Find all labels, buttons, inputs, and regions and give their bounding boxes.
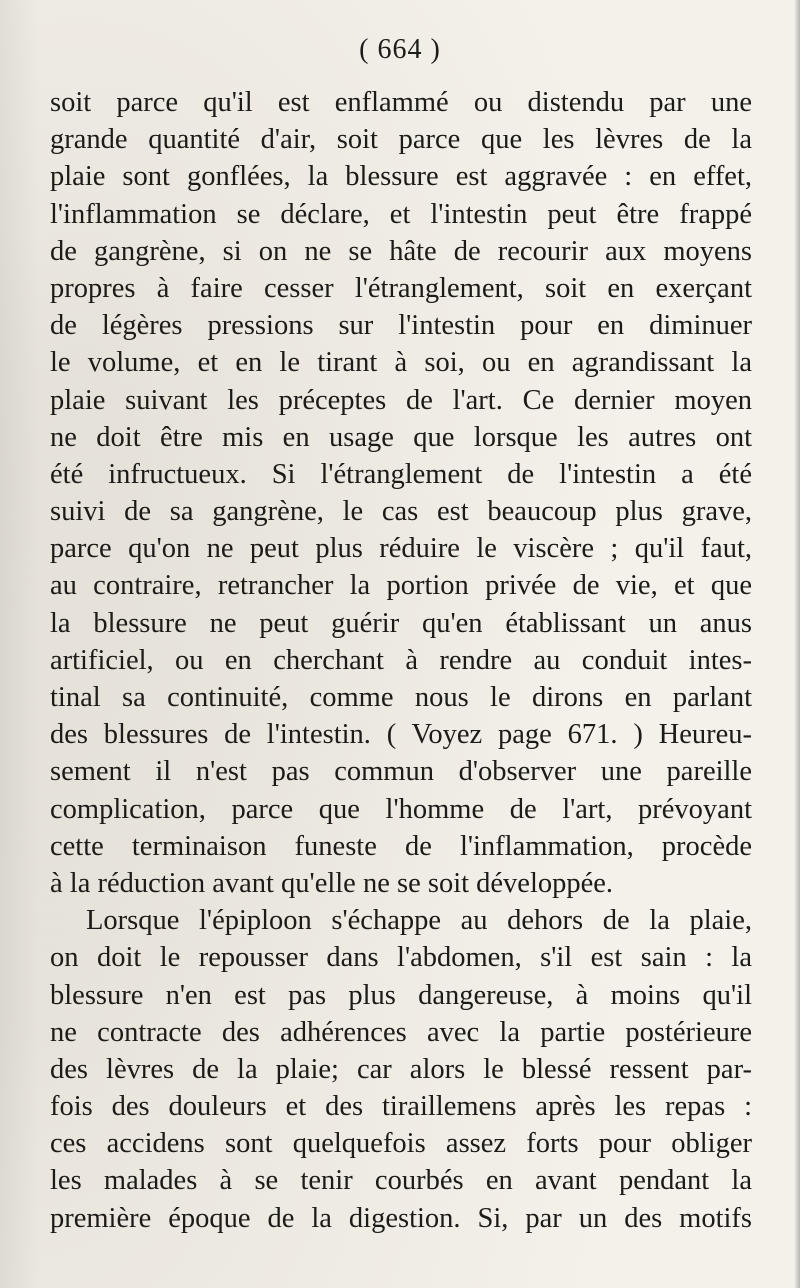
text-line: soit parce qu'il est enflammé ou distendu par une (50, 87, 752, 118)
text-line: de gangrène, si on ne se hâte de recourir aux moyens (50, 235, 752, 267)
text-line: tinal sa continuité, comme nous le dirons en parlant (50, 682, 752, 713)
text-line: ne contracte des adhérences avec la partie postérieure (50, 1016, 752, 1048)
text-line: fois des douleurs et des tiraillemens après les repas : (50, 1091, 752, 1123)
text-line: au contraire, retrancher la portion privée de vie, et que (50, 570, 752, 602)
text-line: ne doit être mis en usage que lorsque les autres ont (50, 421, 752, 453)
text-line: artificiel, ou en cherchant à rendre au conduit intes- (50, 644, 752, 676)
page-edge-shadow (794, 0, 800, 1288)
text-line: des lèvres de la plaie; car alors le blessé ressent par- (50, 1053, 752, 1085)
text-line: première époque de la digestion. Si, par un des motifs (50, 1202, 752, 1234)
text-line: été infructueux. Si l'étranglement de l'intestin a été (50, 458, 752, 490)
text-line: on doit le repousser dans l'abdomen, s'il est sain : la (50, 942, 752, 974)
text-line: l'inflammation se déclare, et l'intestin peut être frappé (50, 198, 752, 230)
text-line: de légères pressions sur l'intestin pour en diminuer (50, 310, 752, 342)
text-line: plaie sont gonflées, la blessure est aggravée : en effet, (50, 161, 752, 193)
text-line: blessure n'en est pas plus dangereuse, à moins qu'il (50, 979, 752, 1011)
text-line: plaie suivant les préceptes de l'art. Ce dernier moyen (50, 384, 752, 416)
text-line: sement il n'est pas commun d'observer une pareille (50, 756, 752, 788)
text-line: à la réduction avant qu'elle ne se soit développée. (50, 867, 614, 899)
text-line: complication, parce que l'homme de l'art, prévoyant (50, 793, 752, 825)
text-line: propres à faire cesser l'étranglement, soit en exerçant (50, 272, 752, 304)
text-line: le volume, et en le tirant à soi, ou en agrandissant la (50, 347, 752, 379)
text-line: les malades à se tenir courbés en avant pendant la (50, 1165, 752, 1197)
body-text (50, 84, 752, 1237)
text-line: grande quantité d'air, soit parce que les lèvres de la (50, 124, 752, 156)
text-line: suivi de sa gangrène, le cas est beaucoup plus grave, (50, 496, 752, 528)
text-line: ces accidens sont quelquefois assez forts pour obliger (50, 1128, 752, 1160)
text-line: parce qu'on ne peut plus réduire le viscère ; qu'il faut, (50, 533, 752, 565)
text-line: la blessure ne peut guérir qu'en établissant un anus (50, 607, 752, 639)
page-number: ( 664 ) (359, 34, 441, 65)
text-line: des blessures de l'intestin. ( Voyez page 671. ) Heureu- (50, 719, 752, 751)
text-line: cette terminaison funeste de l'inflammation, procède (50, 830, 752, 862)
text-line: Lorsque l'épiploon s'échappe au dehors de la plaie, (86, 905, 752, 937)
